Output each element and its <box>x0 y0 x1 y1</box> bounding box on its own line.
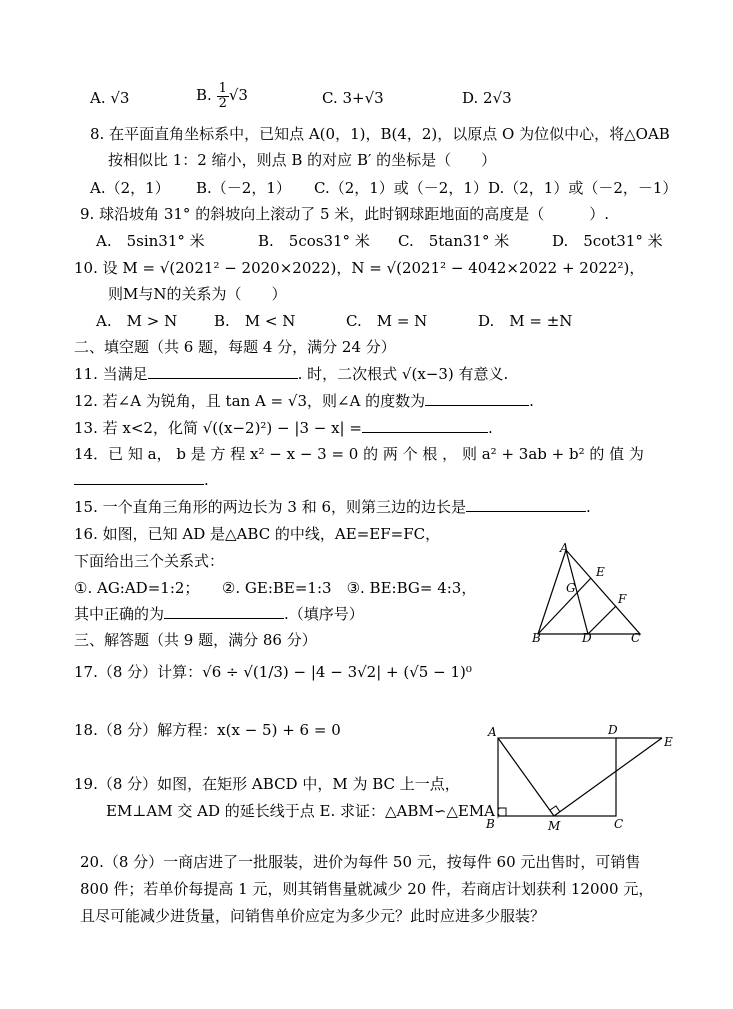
q10-option-c: C. M = N <box>346 312 428 330</box>
q8-line1: 8. 在平面直角坐标系中，已知点 A(0，1)，B(4，2)，以原点 O 为位似中心，将△OAB <box>90 125 670 143</box>
fig19-label-b: B <box>486 817 495 831</box>
q19-rectangle-figure <box>484 722 684 834</box>
fig16-label-b: B <box>532 631 541 642</box>
q7-option-b-fraction <box>217 82 229 111</box>
fig19-label-c: C <box>614 817 624 831</box>
q14-post: . <box>204 471 209 489</box>
q11-post: . 时，二次根式 √(x−3) 有意义. <box>297 365 509 383</box>
q18: 18.（8 分）解方程：x(x − 5) + 6 = 0 <box>74 721 341 739</box>
q9-option-c: C. 5tan31° 米 <box>398 232 510 250</box>
q7-option-c: C. 3+√3 <box>322 89 384 107</box>
q11-answer-blank[interactable] <box>148 364 298 379</box>
q16-post: .（填序号） <box>284 605 364 623</box>
q8-option-c: C.（2，1）或（－2，1） <box>314 179 488 197</box>
q16-pre: 其中正确的为 <box>74 605 165 623</box>
q8-line2: 按相似比 1：2 缩小，则点 B 的对应 B′ 的坐标是（ ） <box>108 151 497 169</box>
fig16-label-c: C <box>631 631 641 642</box>
fig16-label-e: E <box>596 565 605 579</box>
segment-df <box>588 606 616 634</box>
q19-line2: EM⊥AM 交 AD 的延长线于点 E. 求证：△ABM∽△EMA； <box>106 802 511 820</box>
segment-me <box>554 738 662 816</box>
q13-pre: 13. 若 x<2，化简 √((x−2)²) − |3 − x| = <box>74 419 362 437</box>
q19-line1: 19.（8 分）如图，在矩形 ABCD 中，M 为 BC 上一点， <box>74 775 460 793</box>
q7-option-d: D. 2√3 <box>462 89 512 107</box>
q11-pre: 11. 当满足 <box>74 365 148 383</box>
q7-option-b <box>196 80 248 111</box>
fig19-label-a: A <box>488 725 497 739</box>
q15-post: . <box>586 498 591 516</box>
q8-option-b: B.（－2，1） <box>196 179 291 197</box>
segment-be <box>538 578 591 634</box>
q16-line1: 16. 如图，已知 AD 是△ABC 的中线，AE=EF=FC， <box>74 525 441 543</box>
q9-stem: 9. 球沿坡角 31° 的斜坡向上滚动了 5 米，此时钢球距地面的高度是（ ）. <box>80 205 610 223</box>
q7-option-b-suffix: √3 <box>228 86 248 104</box>
fig19-label-m: M <box>548 819 561 833</box>
section-2-heading: 二、填空题（共 6 题，每题 4 分，满分 24 分） <box>74 338 396 356</box>
fig19-label-e: E <box>664 735 673 749</box>
q13 <box>74 418 493 438</box>
q14-answer-blank[interactable] <box>74 470 204 485</box>
q12-answer-blank[interactable] <box>425 391 529 406</box>
q10-line2: 则M与N的关系为（ ） <box>108 285 287 303</box>
q15 <box>74 497 591 517</box>
q11 <box>74 364 508 384</box>
q13-answer-blank[interactable] <box>362 418 488 433</box>
fig16-label-a: A <box>560 542 569 555</box>
q10-option-a: A. M > N <box>96 312 178 330</box>
q16-line3: ①. AG:AD=1:2； ②. GE:BE=1:3 ③. BE:BG= 4:3， <box>74 579 477 597</box>
fig19-label-d: D <box>608 723 618 737</box>
q7-option-b-num: 1 <box>218 80 227 96</box>
q9-option-a: A. 5sin31° 米 <box>96 232 205 250</box>
segment-am <box>498 738 554 816</box>
q20-line3: 且尽可能减少进货量，问销售单价应定为多少元？此时应进多少服装？ <box>80 907 546 925</box>
q20-line2: 800 件；若单价每提高 1 元，则其销售量就减少 20 件，若商店计划获利 12000 元， <box>80 880 654 898</box>
q9-option-b: B. 5cos31° 米 <box>258 232 370 250</box>
q7-option-a: A. √3 <box>90 89 130 107</box>
q15-pre: 15. 一个直角三角形的两边长为 3 和 6，则第三边的边长是 <box>74 498 467 516</box>
q10-line1: 10. 设 M = √(2021² − 2020×2022)，N = √(2021² − 4042×2022 + 2022²)， <box>74 259 645 277</box>
section-3-heading: 三、解答题（共 9 题，满分 86 分） <box>74 631 317 649</box>
q16-triangle-figure <box>528 542 648 642</box>
q14-line1: 14．已 知 a， b 是 方 程 x² − x − 3 = 0 的 两 个 根 ， 则 a² + 3ab + b² 的 值 为 <box>74 445 644 463</box>
q17: 17.（8 分）计算：√6 ÷ √(1/3) − |4 − 3√2| + (√5 − 1)⁰ <box>74 663 472 681</box>
q7-option-b-prefix: B. <box>196 86 212 104</box>
q15-answer-blank[interactable] <box>466 497 586 512</box>
q9-option-d: D. 5cot31° 米 <box>552 232 663 250</box>
q7-option-b-den: 2 <box>218 95 227 111</box>
q13-post: . <box>487 419 493 437</box>
q10-option-b: B. M < N <box>214 312 296 330</box>
q16-answer-blank[interactable] <box>164 604 284 619</box>
q12-pre: 12. 若∠A 为锐角，且 tan A = √3，则∠A 的度数为 <box>74 392 426 410</box>
q20-line1: 20.（8 分）一商店进了一批服装，进价为每件 50 元，按每件 60 元出售时，可销售 <box>80 853 641 871</box>
right-angle-b <box>498 808 506 816</box>
fig16-label-d: D <box>582 631 592 642</box>
q12 <box>74 391 534 411</box>
fig16-label-f: F <box>618 592 627 606</box>
q12-post: . <box>529 392 534 410</box>
q8-option-d: D.（2，1）或（－2，－1） <box>488 179 678 197</box>
q10-option-d: D. M = ±N <box>478 312 573 330</box>
q16-line4 <box>74 604 364 624</box>
fig16-label-g: G <box>566 581 576 595</box>
q14-line2 <box>74 470 209 490</box>
right-angle-m <box>550 806 560 812</box>
q8-option-a: A.（2，1） <box>90 179 170 197</box>
q16-line2: 下面给出三个关系式： <box>74 552 225 570</box>
rectangle-abcd <box>498 738 616 816</box>
